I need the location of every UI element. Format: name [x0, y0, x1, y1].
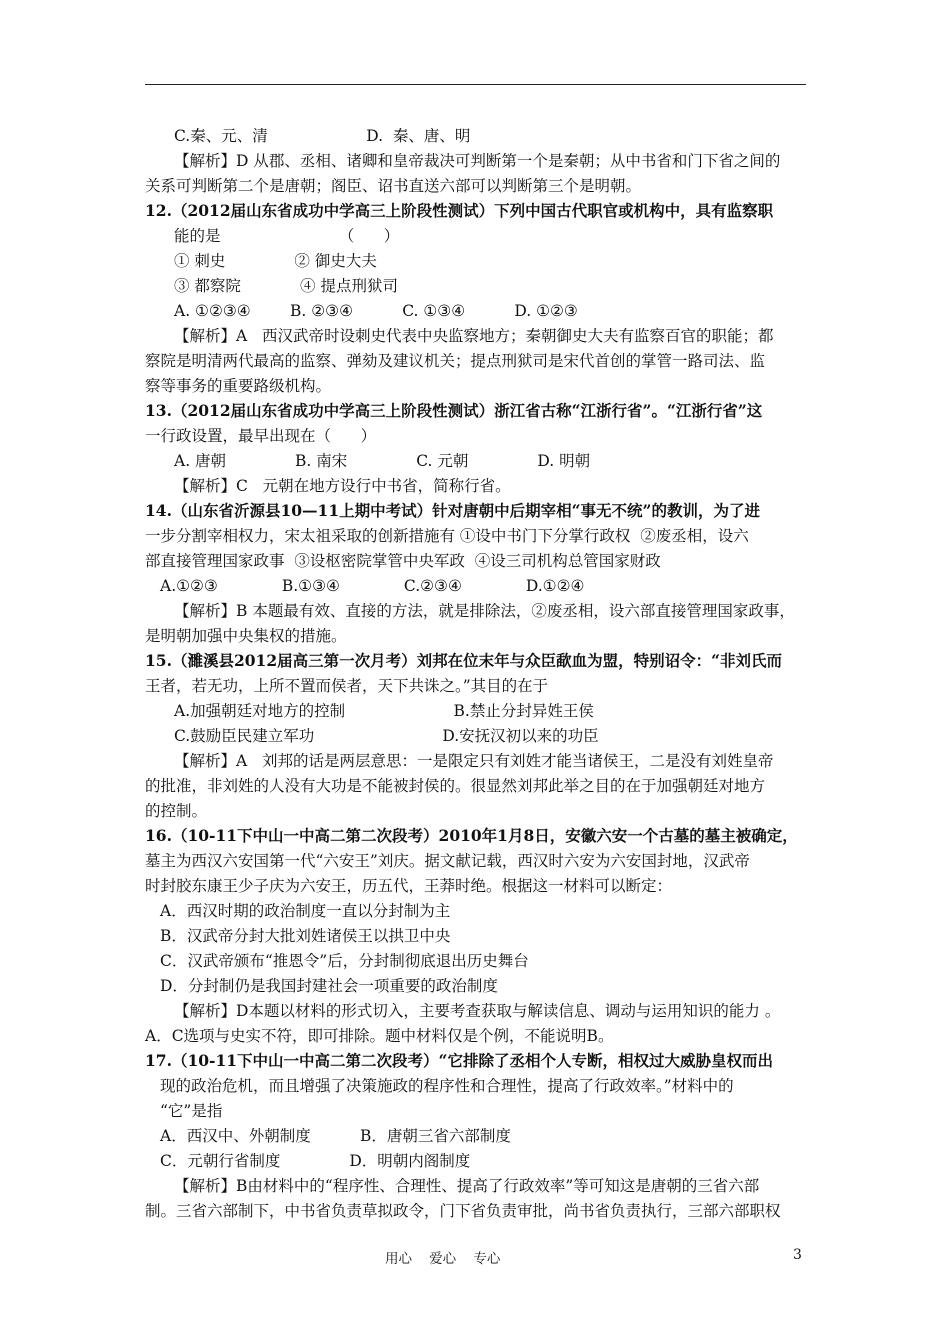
option-line: A. ①②③④ B. ②③④ C. ①③④ D. ①②③: [174, 302, 578, 320]
option-line: ① 刺史 ② 御史大夫: [174, 252, 377, 270]
text-line: 察等事务的重要路级机构。: [145, 377, 332, 395]
text-line: 是明朝加强中央集权的措施。: [145, 627, 347, 645]
option-line: C．元朝行省制度 D．明朝内阁制度: [160, 1152, 471, 1170]
option-line: C．汉武帝颁布“推恩令”后，分封制彻底退出历史舞台: [160, 952, 529, 970]
text-line: 【解析】B 本题最有效、直接的方法，就是排除法，②废丞相，设六部直接管理国家政事，: [174, 602, 795, 620]
option-line: ③ 都察院 ④ 提点刑狱司: [174, 277, 398, 295]
text-line: 【解析】A 刘邦的话是两层意思：一是限定只有刘姓才能当诸侯王，二是没有刘姓皇帝: [174, 752, 774, 770]
question-heading: 17.（10-11下中山一中高二第二次段考）“它排除了丞相个人专断，相权过大威胁皇权而出: [145, 1051, 773, 1070]
page-number: 3: [793, 1247, 802, 1263]
text-line: C.秦、元、清 D. 秦、唐、明: [174, 127, 471, 145]
question-heading: 15.（濉溪县2012届高三第一次月考）刘邦在位末年与众臣歃血为盟，特别诏令：“非刘氏而: [145, 651, 783, 670]
text-line: 关系可判断第二个是唐朝；阁臣、诏书直送六部可以判断第三个是明朝。: [145, 177, 642, 195]
text-line: 墓主为西汉六安国第一代“六安王”刘庆。据文献记载，西汉时六安为六安国封地，汉武帝: [145, 852, 750, 870]
question-heading: 16.（10-11下中山一中高二第二次段考）2010年1月8日，安徽六安一个古墓的墓主被确定，: [145, 826, 798, 845]
option-line: A．西汉时期的政治制度一直以分封制为主: [160, 902, 451, 920]
text-line: 【解析】C 元朝在地方设行中书省，简称行省。: [174, 477, 511, 495]
text-line: 【解析】B由材料中的“程序性、合理性、提高了行政效率”等可知这是唐朝的三省六部: [174, 1177, 760, 1195]
footer-motto: 用心 爱心 专心: [385, 1251, 501, 1267]
option-line: B．汉武帝分封大批刘姓诸侯王以拱卫中央: [160, 927, 451, 945]
question-heading: 13.（2012届山东省成功中学高三上阶段性测试）浙江省古称“江浙行省”。“江浙行省”这: [145, 401, 763, 420]
text-line: 王者，若无功，上所不置而侯者，天下共诛之。”其目的在于: [145, 677, 549, 695]
option-line: A. 唐朝 B. 南宋 C. 元朝 D. 明朝: [174, 452, 591, 470]
text-line: 的控制。: [145, 802, 208, 820]
text-line: 【解析】A 西汉武帝时设刺史代表中央监察地方；秦朝御史大夫有监察百官的职能；都: [174, 327, 774, 345]
text-line: 察院是明清两代最高的监察、弹劾及建议机关；提点刑狱司是宋代首创的掌管一路司法、监: [145, 352, 766, 370]
option-line: A.加强朝廷对地方的控制 B.禁止分封异姓王侯: [174, 702, 594, 720]
question-heading: 12.（2012届山东省成功中学高三上阶段性测试）下列中国古代职官或机构中，具有监察职: [145, 201, 774, 220]
text-line: 【解析】D 从郡、丞相、诸卿和皇帝裁决可判断第一个是秦朝；从中书省和门下省之间的: [174, 152, 781, 170]
text-line: 一步分割宰相权力，宋太祖采取的创新措施有 ①设中书门下分掌行政权 ②废丞相，设六: [145, 527, 749, 545]
option-line: D．分封制仍是我国封建社会一项重要的政治制度: [160, 977, 498, 995]
text-line: 现的政治危机，而且增强了决策施政的程序性和合理性，提高了行政效率。”材料中的: [160, 1077, 734, 1095]
text-line: 时封胶东康王少子庆为六安王，历五代，王莽时绝。根据这一材料可以断定：: [145, 877, 673, 895]
text-line: 制。三省六部制下，中书省负责草拟政令，门下省负责审批，尚书省负责执行，三部六部职权: [145, 1202, 781, 1220]
text-line: 能的是 （ ）: [174, 227, 400, 245]
question-heading: 14.（山东省沂源县10—11上期中考试）针对唐朝中后期宰相“事无不统”的教训，为了进: [145, 501, 760, 520]
text-line: “它”是指: [160, 1102, 223, 1120]
option-line: A.①②③ B.①③④ C.②③④ D.①②④: [160, 577, 585, 595]
text-line: 的批准，非刘姓的人没有大功是不能被封侯的。很显然刘邦此举之目的在于加强朝廷对地方: [145, 777, 766, 795]
text-line: 【解析】D本题以材料的形式切入，主要考查获取与解读信息、调动与运用知识的能力 。: [174, 1002, 781, 1020]
text-line: 一行政设置，最早出现在（ ）: [145, 427, 377, 445]
option-line: A．西汉中、外朝制度 B．唐朝三省六部制度: [160, 1127, 511, 1145]
option-line: C.鼓励臣民建立军功 D.安抚汉初以来的功臣: [174, 727, 599, 745]
text-line: A．C选项与史实不符，即可排除。题中材料仅是个例，不能说明B。: [145, 1027, 614, 1045]
header-rule: [145, 84, 806, 85]
text-line: 部直接管理国家政事 ③设枢密院掌管中央军政 ④设三司机构总管国家财政: [145, 552, 661, 570]
